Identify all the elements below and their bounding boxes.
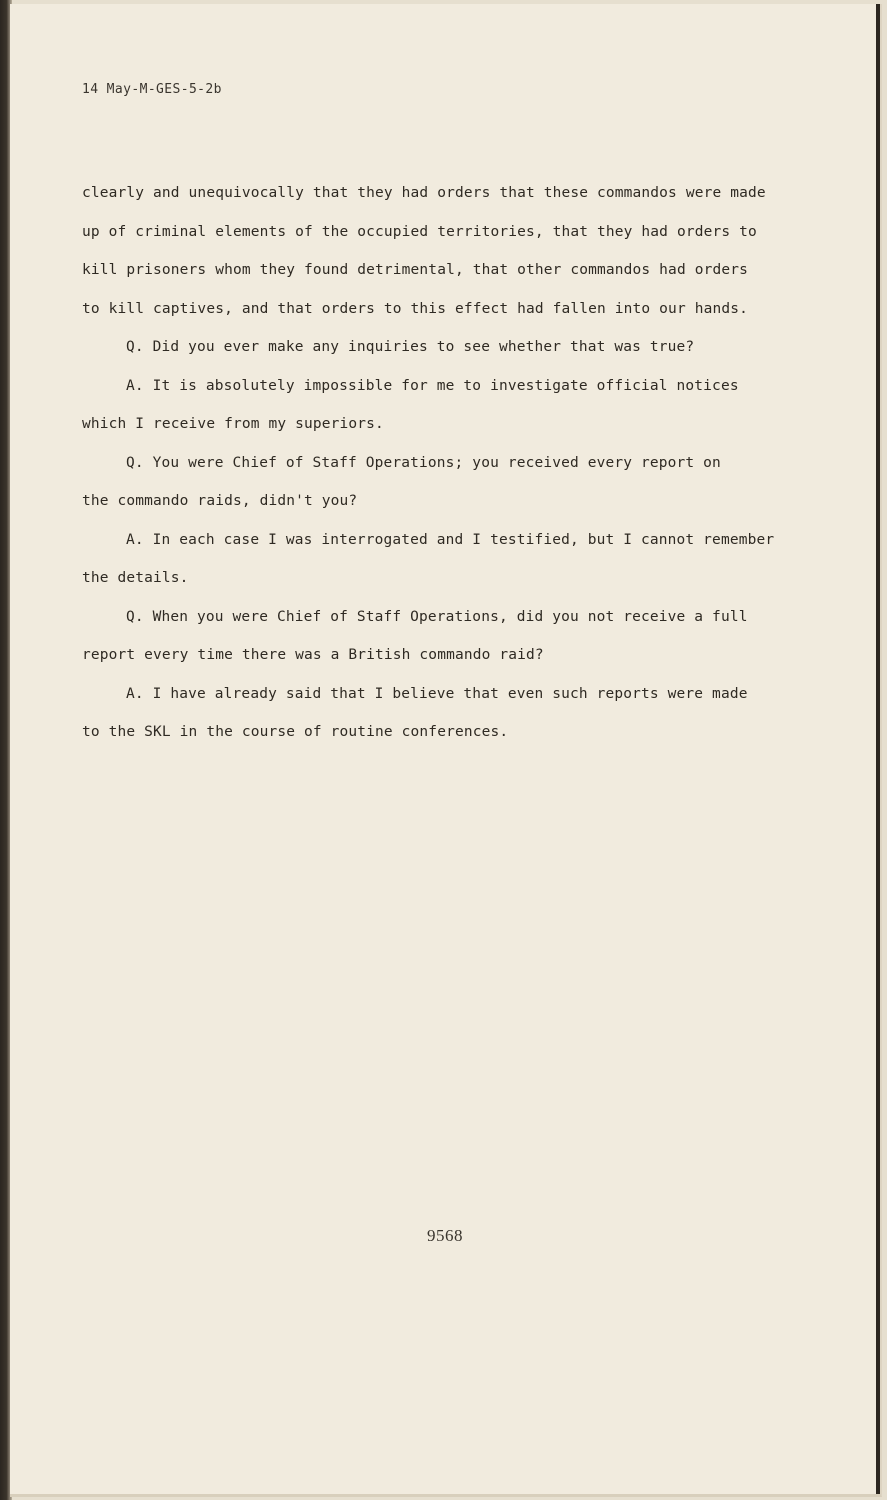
- question-paragraph: [82, 444, 842, 521]
- transcript-body: [82, 174, 842, 752]
- text-line: A. I have already said that I believe that even such reports were made: [126, 685, 748, 702]
- text-line: to kill captives, and that orders to this effect had fallen into our hands.: [82, 300, 748, 317]
- text-line: clearly and unequivocally that they had orders that these commandos were made: [82, 185, 766, 201]
- document-reference: 14 May-M-GES-5-2b: [82, 82, 222, 97]
- text-line: up of criminal elements of the occupied territories, that they had orders to: [82, 223, 757, 240]
- answer-paragraph: [82, 367, 842, 444]
- text-line: which I receive from my superiors.: [82, 416, 384, 432]
- text-line: A. In each case I was interrogated and I testified, but I cannot remember: [126, 531, 775, 548]
- page-number: 9568: [427, 1226, 463, 1245]
- text-line: Q. When you were Chief of Staff Operations, did you not receive a full: [126, 608, 748, 625]
- text-line: the commando raids, didn't you?: [82, 493, 358, 509]
- answer-paragraph: [82, 675, 842, 752]
- text-line: report every time there was a British commando raid?: [82, 647, 544, 663]
- question-paragraph: [82, 598, 842, 675]
- text-line: A. It is absolutely impossible for me to investigate official notices: [126, 377, 739, 394]
- text-line: Q. Did you ever make any inquiries to see whether that was true?: [126, 339, 695, 355]
- answer-paragraph: [82, 521, 842, 598]
- text-line: kill prisoners whom they found detrimental, that other commandos had orders: [82, 262, 748, 278]
- text-line: to the SKL in the course of routine conferences.: [82, 724, 509, 740]
- question-paragraph: [82, 328, 842, 367]
- paragraph: [82, 174, 842, 328]
- text-line: Q. You were Chief of Staff Operations; you received every report on: [126, 454, 721, 471]
- text-line: the details.: [82, 570, 189, 586]
- paper-sheet: [10, 4, 882, 1497]
